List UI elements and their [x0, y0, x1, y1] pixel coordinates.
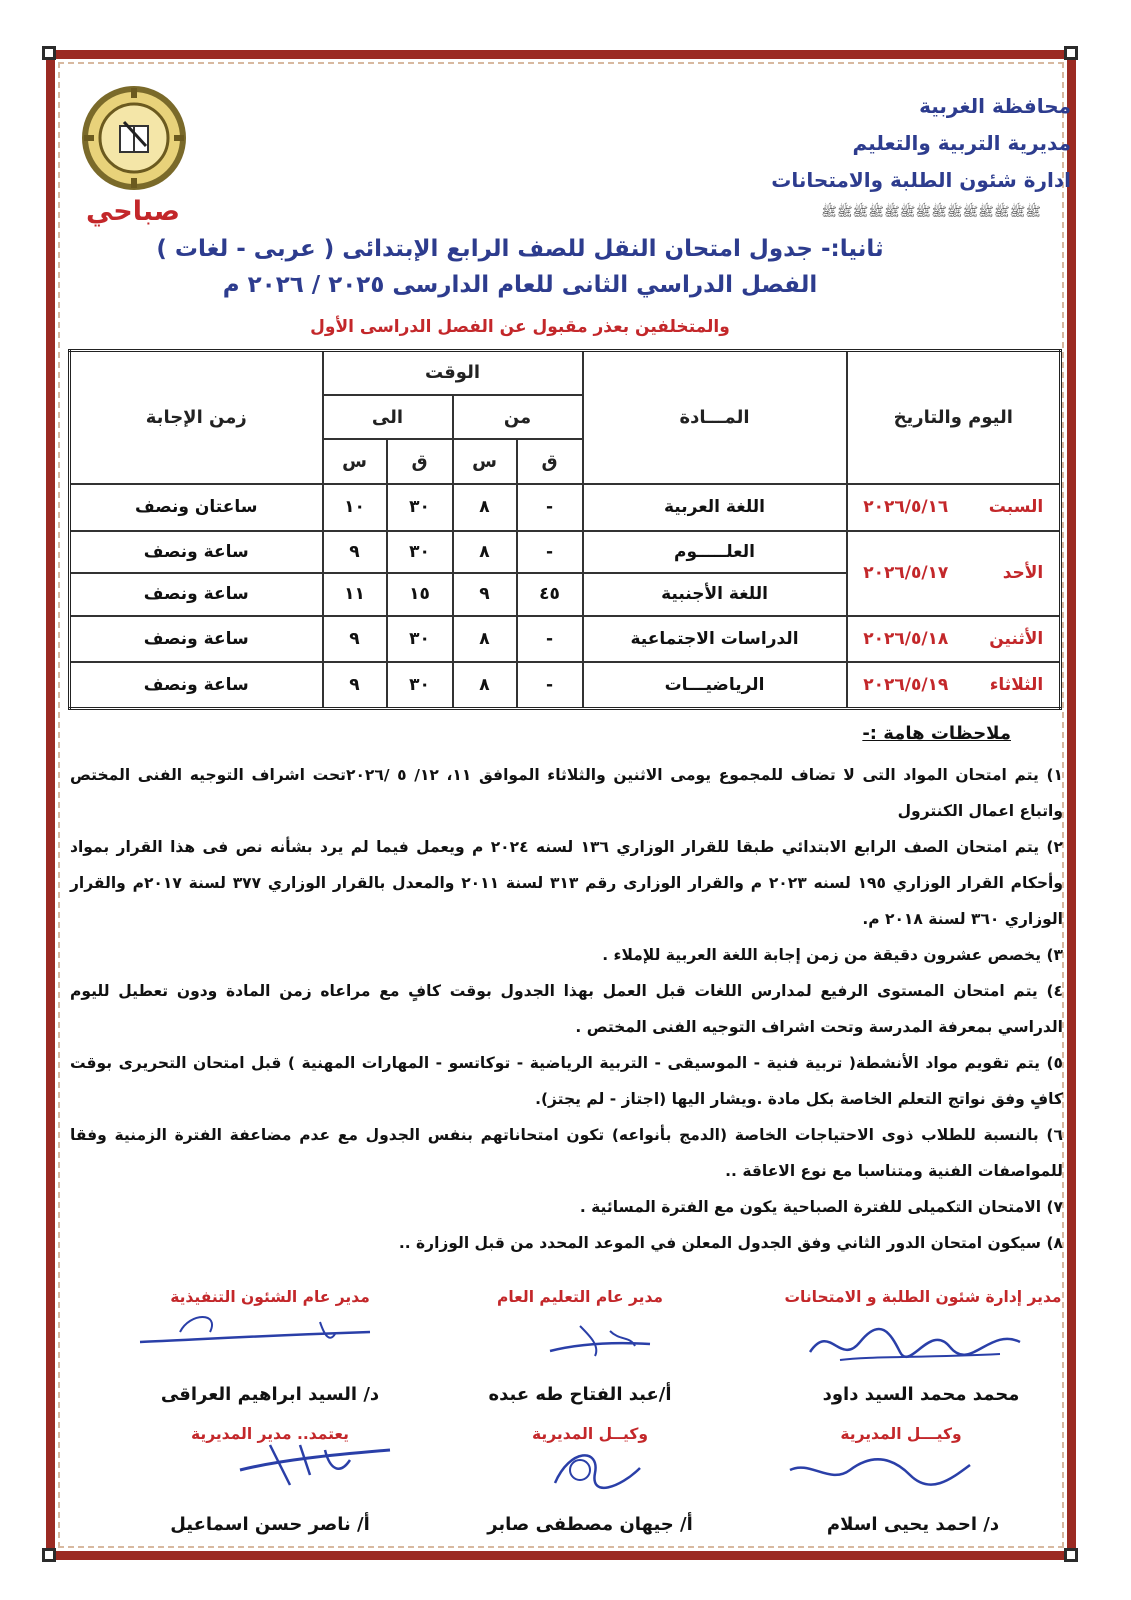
directorate-name: مديرية التربية والتعليم	[852, 131, 1071, 155]
handwritten-signature	[130, 1302, 390, 1362]
signatory-role: مدير عام الشئون التنفيذية	[170, 1288, 370, 1306]
signature-block	[783, 1514, 1043, 1535]
signatory-name: أ/ جيهان مصطفى صابر	[487, 1514, 693, 1535]
frame-corner	[42, 1548, 56, 1562]
subject-cell: العلـــــوم	[583, 531, 847, 573]
header-from-hour: س	[453, 439, 517, 483]
to-hour-cell: ١٠	[323, 484, 387, 532]
handwritten-signature	[230, 1430, 400, 1500]
header-to: الى	[323, 395, 453, 439]
logo-caption: صباحي	[85, 196, 181, 227]
to-hour-cell: ٩	[323, 616, 387, 662]
note-item: ٤) يتم امتحان المستوى الرفيع لمدارس اللغات قبل العمل بهذا الجدول بوقت كافٍ مع مراعاه زمن المادة ودون تعطيل لليوم الدراسي بمعرفة المدرسة وتحت اشراف التوجيه الفنى المختص .	[70, 982, 1063, 1036]
day-name: الأثنين	[989, 628, 1044, 649]
signatory-name: د/ احمد يحيى اسلام	[826, 1514, 1000, 1535]
to-minute-cell: ٣٠	[387, 662, 453, 709]
day-name: الأحد	[1002, 563, 1044, 584]
document-subtitle: الفصل الدراسي الثانى للعام الدارسى ٢٠٢٥ / ٢٠٢٦ م	[222, 272, 818, 298]
from-hour-cell: ٨	[453, 484, 517, 532]
frame-corner	[1064, 46, 1078, 60]
duration-cell: ساعة ونصف	[70, 531, 323, 573]
signature-block	[140, 1514, 400, 1535]
duration-cell: ساعتان ونصف	[70, 484, 323, 532]
signature-block	[440, 1384, 720, 1405]
exam-date: ٢٠٢٦/٥/١٩	[863, 674, 949, 695]
signature-block	[773, 1288, 1073, 1306]
header-day-date: اليوم والتاريخ	[847, 351, 1061, 484]
duration-cell: ساعة ونصف	[70, 662, 323, 709]
signature-block	[791, 1384, 1051, 1405]
note-item: ٧) الامتحان التكميلى للفترة الصباحية يكون مع الفترة المسائية .	[579, 1198, 1063, 1216]
handwritten-signature	[800, 1312, 1030, 1372]
note-item: ٢) يتم امتحان الصف الرابع الابتدائي طبقا للقرار الوزاري ١٣٦ لسنه ٢٠٢٤ م ويعمل فيما لم يرد بشأنه نص فى هذا القرار بمواد وأحكام القرار الوزاري ١٩٥ لسنه ٢٠٢٣ م والقرار الوزارى رقم ٣١٣ لسنة ٢٠١١ والمعدل بالقرار الوزاري ٣٧٧ لسنة ٢٠١٧م والقرار الوزاري ٣٦٠ لسنة ٢٠١٨ م.	[70, 838, 1063, 928]
from-minute-cell: ٤٥	[517, 573, 583, 615]
note-item: ٥) يتم تقويم مواد الأنشطة( تربية فنية - الموسيقى - التربية الرياضية - توكاتسو - المهارات المهنية ) قبل امتحان التحريرى بوقت كافٍ وفق نواتج التعلم الخاصة بكل مادة .ويشار اليها (اجتاز - لم يجتز).	[70, 1054, 1063, 1108]
note-item: ١) يتم امتحان المواد التى لا تضاف للمجموع يومى الاثنين والثلاثاء الموافق ١١، ١٢/ ٥ /٢٠٢٦تحت اشراف التوجيه الفنى المختص واتباع اعمال الكنترول	[70, 766, 1064, 820]
note-item: ٨) سيكون امتحان الدور الثاني وفق الجدول المعلن في الموعد المحدد من قبل الوزارة ..	[398, 1234, 1063, 1252]
notes-heading: ملاحظات هامة :-	[862, 723, 1011, 744]
header-from-minute: ق	[517, 439, 583, 483]
header-time: الوقت	[323, 351, 583, 395]
duration-cell: ساعة ونصف	[70, 573, 323, 615]
signatory-role: مدير إدارة شئون الطلبة و الامتحانات	[784, 1288, 1062, 1306]
signature-block	[460, 1514, 720, 1535]
exam-date: ٢٠٢٦/٥/١٧	[863, 563, 949, 584]
table-row	[70, 662, 1061, 709]
table-row	[70, 484, 1061, 532]
exam-date: ٢٠٢٦/٥/١٦	[863, 497, 949, 518]
exam-schedule-table	[68, 349, 1062, 710]
day-date-cell	[847, 616, 1061, 662]
from-minute-cell: -	[517, 484, 583, 532]
to-minute-cell: ٣٠	[387, 531, 453, 573]
header-to-minute: ق	[387, 439, 453, 483]
to-hour-cell: ٩	[323, 531, 387, 573]
exam-date: ٢٠٢٦/٥/١٨	[863, 628, 949, 649]
note-item: ٦) بالنسبة للطلاب ذوى الاحتياجات الخاصة (الدمج بأنواعه) تكون امتحاناتهم بنفس الجدول مع عدم مضاعفة الفترة الزمنية وفقا للمواصفات الفنية ومتناسبا مع نوع الاعاقة ..	[70, 1126, 1063, 1180]
signatory-role: وكيــل المديرية	[532, 1425, 648, 1443]
from-minute-cell: -	[517, 531, 583, 573]
handwritten-signature	[540, 1438, 650, 1498]
table-row	[70, 531, 1061, 573]
day-name: السبت	[988, 497, 1044, 518]
governorate-name: محافظة الغربية	[919, 94, 1071, 118]
signature-block	[450, 1288, 710, 1306]
signatory-role: يعتمد.. مدير المديرية	[191, 1425, 349, 1443]
signatory-role: مدير عام التعليم العام	[496, 1288, 664, 1306]
signature-block	[130, 1384, 410, 1405]
duration-cell: ساعة ونصف	[70, 616, 323, 662]
to-hour-cell: ٩	[323, 662, 387, 709]
day-name: الثلاثاء	[989, 674, 1044, 695]
header-duration: زمن الإجابة	[70, 351, 323, 484]
signatory-role: وكيـــل المديرية	[840, 1425, 962, 1443]
to-minute-cell: ١٥	[387, 573, 453, 615]
header-from: من	[453, 395, 583, 439]
signatory-name: أ/عبد الفتاح طه عبده	[488, 1384, 672, 1405]
from-hour-cell: ٨	[453, 531, 517, 573]
note-item: ٣) يخصص عشرون دقيقة من زمن إجابة اللغة العربية للإملاء .	[602, 946, 1063, 964]
to-minute-cell: ٣٠	[387, 616, 453, 662]
from-hour-cell: ٨	[453, 662, 517, 709]
subject-cell: اللغة العربية	[583, 484, 847, 532]
day-date-cell	[847, 531, 1061, 615]
frame-corner	[1064, 1548, 1078, 1562]
directorate-seal-logo	[80, 84, 188, 192]
subject-cell: الرياضيـــات	[583, 662, 847, 709]
from-minute-cell: -	[517, 616, 583, 662]
from-hour-cell: ٨	[453, 616, 517, 662]
header-ornament: ﷺﷺﷺﷺﷺﷺﷺﷺﷺﷺﷺﷺﷺﷺ	[821, 205, 1041, 220]
signatory-name: أ/ ناصر حسن اسماعيل	[170, 1514, 370, 1535]
subject-cell: اللغة الأجنبية	[583, 573, 847, 615]
to-hour-cell: ١١	[323, 573, 387, 615]
from-hour-cell: ٩	[453, 573, 517, 615]
issuer-header	[711, 88, 1071, 199]
department-name: ادارة شئون الطلبة والامتحانات	[771, 168, 1071, 192]
handwritten-signature	[780, 1440, 980, 1500]
notes-list	[70, 757, 1063, 1261]
from-minute-cell: -	[517, 662, 583, 709]
document-title: ثانيا:- جدول امتحان النقل للصف الرابع الإبتدائى ( عربى - لغات )	[156, 236, 884, 262]
header-subject: المـــادة	[583, 351, 847, 484]
day-date-cell	[847, 484, 1061, 532]
subject-cell: الدراسات الاجتماعية	[583, 616, 847, 662]
frame-corner	[42, 46, 56, 60]
signatory-name: محمد محمد السيد داود	[822, 1384, 1020, 1405]
table-row	[70, 616, 1061, 662]
handwritten-signature	[540, 1316, 660, 1366]
header-to-hour: س	[323, 439, 387, 483]
document-note-line: والمتخلفين بعذر مقبول عن الفصل الدراسى الأول	[310, 317, 730, 337]
signatory-name: د/ السيد ابراهيم العراقى	[160, 1384, 380, 1405]
to-minute-cell: ٣٠	[387, 484, 453, 532]
day-date-cell	[847, 662, 1061, 709]
